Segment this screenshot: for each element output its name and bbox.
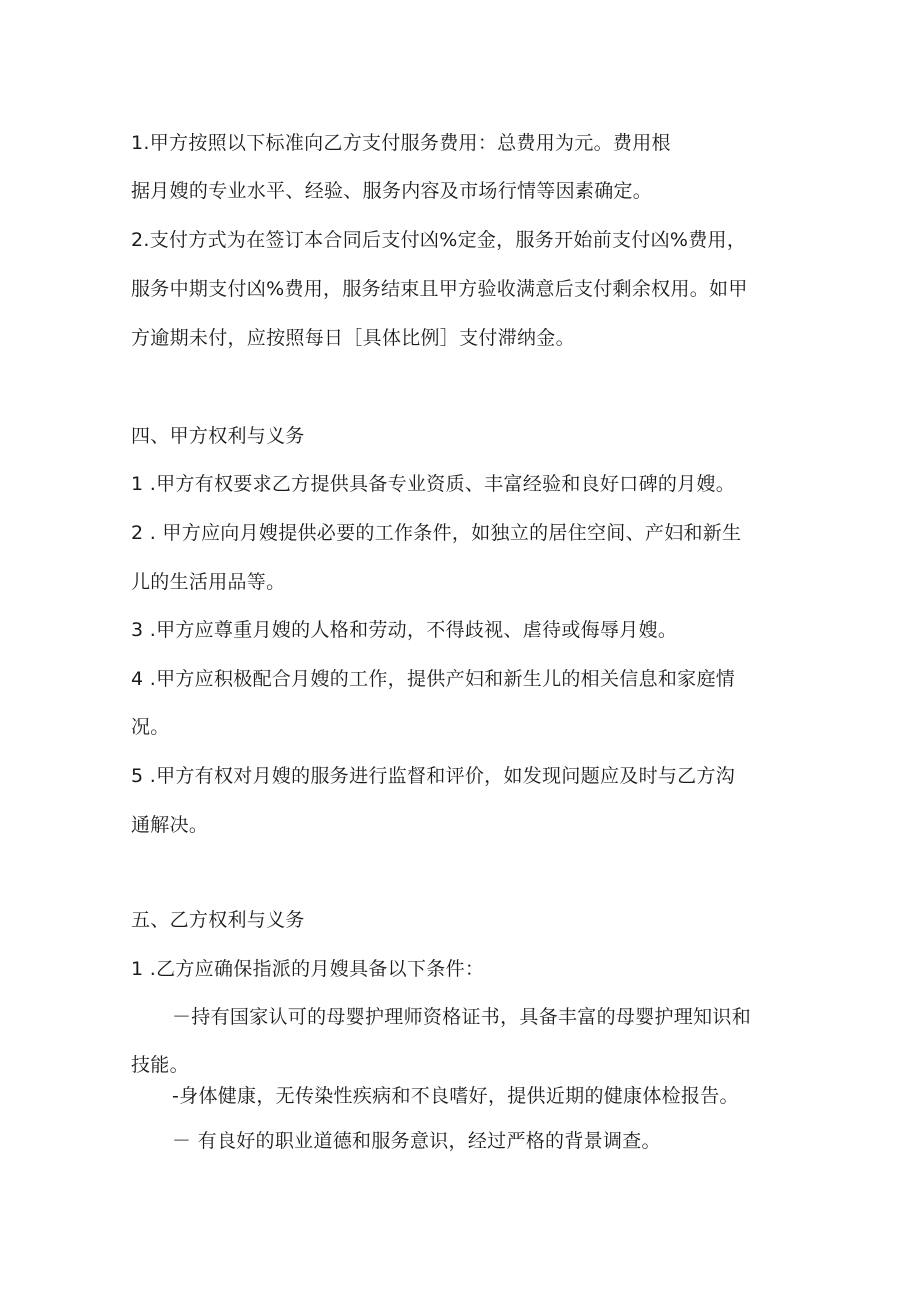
fee-item-2-line-2: 服务中期支付凶%费用，服务结束且甲方验收满意后支付剩余权用。如甲: [131, 278, 748, 300]
party-a-item-3: 3 .甲方应尊重月嫂的人格和劳动，不得歧视、虐待或侮辱月嫂。: [131, 619, 678, 641]
party-a-item-4-line-2: 况。: [131, 716, 170, 738]
party-a-item-5-line-2: 通解决。: [131, 814, 209, 836]
fee-item-2-line-3: 方逾期未付，应按照每日［具体比例］支付滞纳金。: [131, 327, 575, 349]
party-a-item-2-line-1: 2 . 甲方应向月嫂提供必要的工作条件，如独立的居住空间、产妇和新生: [131, 522, 742, 544]
fee-item-1-line-1: 1.甲方按照以下标准向乙方支付服务费用：总费用为元。费用根: [131, 132, 671, 154]
party-a-item-2-line-2: 儿的生活用品等。: [131, 571, 286, 593]
party-a-item-5-line-1: 5 .甲方有权对月嫂的服务进行监督和评价，如发现问题应及时与乙方沟: [131, 765, 736, 787]
condition-bullet-1-line-1: －持有国家认可的母婴护理师资格证书，具备丰富的母婴护理知识和: [172, 1006, 752, 1028]
condition-bullet-1-line-2: 技能。: [131, 1054, 189, 1076]
condition-bullet-3: － 有良好的职业道德和服务意识，经过严格的背景调查。: [172, 1130, 661, 1152]
party-a-item-1: 1 .甲方有权要求乙方提供具备专业资质、丰富经验和良好口碑的月嫂。: [131, 473, 736, 495]
section-4-heading: 四、甲方权利与义务: [131, 425, 305, 447]
fee-item-2-line-1: 2.支付方式为在签订本合同后支付凶%定金，服务开始前支付凶%费用，: [131, 229, 747, 251]
party-b-item-1: 1 .乙方应确保指派的月嫂具备以下条件：: [131, 958, 485, 980]
section-5-heading: 五、乙方权利与义务: [131, 909, 305, 931]
party-a-item-4-line-1: 4 .甲方应积极配合月嫂的工作，提供产妇和新生儿的相关信息和家庭情: [131, 668, 736, 690]
fee-item-1-line-2: 据月嫂的专业水平、经验、服务内容及市场行情等因素确定。: [131, 180, 653, 202]
condition-bullet-2: -身体健康，无传染性疾病和不良嗜好，提供近期的健康体检报告。: [172, 1085, 739, 1107]
